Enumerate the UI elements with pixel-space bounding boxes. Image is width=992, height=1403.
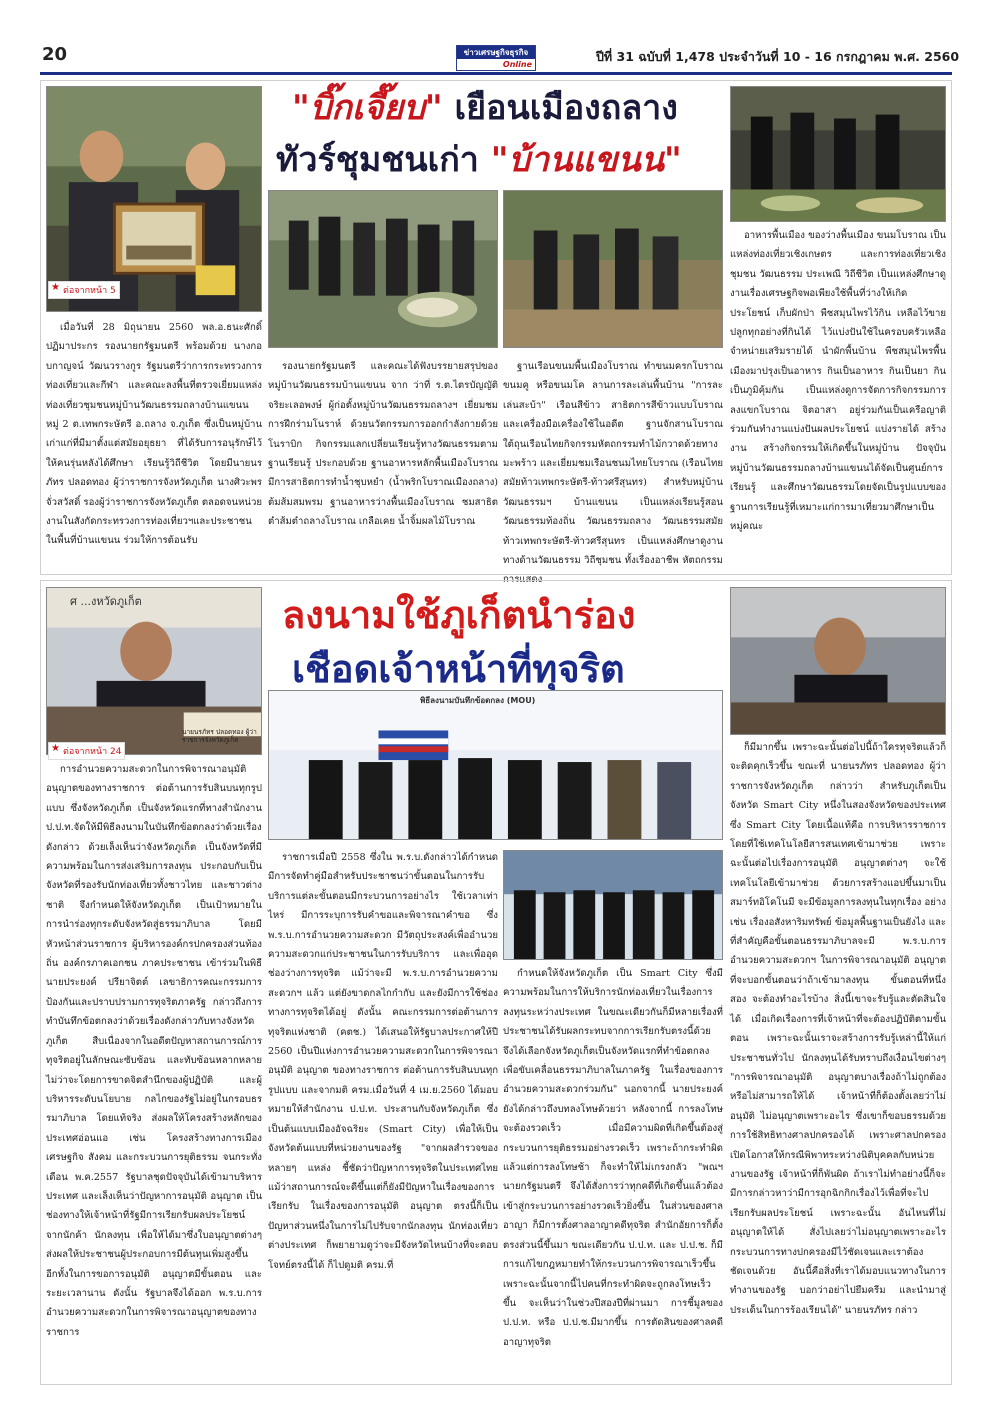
photo-market-visit	[730, 86, 946, 222]
star-icon: ★	[51, 282, 60, 293]
article2-column-2-text: ราชการเมื่อปี 2558 ซึ่งใน พ.ร.บ.ดังกล่าวได้กำหนดมีการจัดทำคู่มือสำหรับประชาชนว่าขั้นตอนในการรับบริการแต่ละขั้นตอนมีกระบวนการอย่างไร ใช้เวลาเท่าไหร่ มีการระบุการรับคำขอและพิจารณาคำขอ ซึ่ง พ.ร.บ.การอำนวยความสะดวก มีวัตถุประสงค์เพื่ออำนวยความสะดวกแก่ประชาชนในการรับบริการ และเพื่ออุดช่องว่างการทุจริต แม้ว่าจะมี พ.ร.บ.การอำนวยความสะดวกฯ แล้ว แต่ยังขาดกลไกกำกับ และยังมีการใช้ช่องทางการทุจริตได้อยู่ ดังนั้น คณะกรรมการต่อต้านการทุจริตแห่งชาติ (คตช.) ได้เสนอให้รัฐบาลประกาศให้ปี 2560 เป็นปีแห่งการอำนวยความสะดวกในการพิจารณาอนุมัติ อนุญาต ของทางราชการ ต่อต้านการรับสินบนทุกรูปแบบ และจากมติ ครม.เมื่อวันที่ 4 เม.ย.2560 ได้มอบหมายให้สำนักงาน ป.ป.ท. ประสานกับจังหวัดภูเก็ต ซึ่งเป็นต้นแบบเมืองอัจฉริยะ (Smart City) เพื่อให้เป็นจังหวัดต้นแบบที่หน่วยงานของรัฐ "จากผลสำรวจของหลายๆ แหล่ง ชี้ชัดว่าปัญหาการทุจริตในประเทศไทย แม้ว่าสถานการณ์จะดีขึ้นแต่ก็ยังมีปัญหาในเรื่องของการเรียกรับ ในเรื่องของการอนุมัติ อนุญาต ตรงนี้ก็เป็นปัญหาส่วนหนึ่งในการไม่ไปรับจากนักลงทุน นักท่องเที่ยวต่างประเทศ ก็พยายามดูว่าจะมีจังหวัดไหนบ้างที่จะตอบโจทย์ตรงนี้ได้ ก็ไปดูมติ ครม.ที่	[268, 852, 498, 1271]
newspaper-logo	[456, 45, 536, 71]
article2-column-4	[730, 738, 946, 1380]
logo-online: Online	[502, 60, 532, 69]
star-icon: ★	[51, 743, 60, 754]
photo-mou-signing	[268, 690, 723, 840]
article2-column-2	[268, 848, 498, 1380]
article1-column-4	[730, 226, 946, 569]
mou-banner-text: พิธีลงนามบันทึกข้อตกลง (MOU)	[420, 696, 536, 705]
photo-presentation	[46, 86, 262, 312]
article2-headline-line2: เชือดเจ้าหน้าที่ทุจริต	[292, 647, 625, 691]
article2-column-3-text: กำหนดให้จังหวัดภูเก็ต เป็น Smart City ซึ่งมีความพร้อมในการให้บริการนักท่องเที่ยวในเรื่องการลงทุนระหว่างประเทศ ในขณะเดียวกันก็มีหลายเรื่องที่ประชาชนได้รับผลกระทบจากการเรียกรับตรงนี้ด้วย จึงได้เลือกจังหวัดภูเก็ตเป็นจังหวัดแรกที่ทำข้อตกลงเพื่อขับเคลื่อนธรรมาภิบาลในภาครัฐ ในเรื่องของการอำนวยความสะดวกร่วมกัน" นอกจากนี้ นายประยงค์ ยังได้กล่าวถึงบทลงโทษด้วยว่า หลังจากนี้ การลงโทษจะต้องรวดเร็ว เมื่อมีความผิดที่เกิดขึ้นต้องสู่กระบวนการยุติธรรมอย่างรวดเร็ว เพราะถ้ากระทำผิดแล้วแต่การลงโทษช้า ก็จะทำให้ไม่เกรงกลัว "พณฯ นายกรัฐมนตรี จึงได้สั่งการว่าทุกคดีที่เกิดขึ้นแล้วต้องเข้าสู่กระบวนการอย่างรวดเร็วยิ่งขึ้น ในส่วนของศาลอาญา ก็มีการตั้งศาลอาญาคดีทุจริต สำนักอัยการก็ตั้งตรงส่วนนี้ขึ้นมา ขณะเดียวกัน ป.ป.ท. และ ป.ป.ช. ก็มีการแก้ไขกฎหมายทำให้กระบวนการพิจารณาเร็วขึ้น เพราะฉะนั้นจากนี้ไปคนที่กระทำผิดจะถูกลงโทษเร็วขึ้น จะเห็นว่าในช่วงปีสองปีที่ผ่านมา การชี้มูลของ ป.ป.ท. หรือ ป.ป.ช.มีมากขึ้น การตัดสินของศาลคดีอาญาทุจริต	[503, 968, 723, 1348]
article2-column-4-text: ก็มีมากขึ้น เพราะฉะนั้นต่อไปนี้ถ้าใครทุจริตแล้วก็จะติดคุกเร็วขึ้น ขณะที่ นายนรภัทร ปลอดทอง ผู้ว่าราชการจังหวัดภูเก็ต กล่าวว่า สำหรับภูเก็ตเป็นจังหวัด Smart City หนึ่งในสองจังหวัดของประเทศ ซึ่ง Smart City โดยเนื้อแท้คือ การบริหารราชการโดยที่ใช้เทคโนโลยีสารสนเทศเข้ามาช่วย เพราะฉะนั้นต่อไปเรื่องการอนุมัติ อนุญาตต่างๆ จะใช้เทคโนโลยีเข้ามาช่วย ด้วยการสร้างแอปขึ้นมาเป็นสมาร์ทอิโคโนมี จะมีข้อมูลการลงทุนในทุกเรื่อง อย่างเช่น เรื่องอสังหาริมทรัพย์ ข้อมูลพื้นฐานเป็นยังไง และที่สำคัญคือขั้นตอนธรรมาภิบาลจะมี พ.ร.บ.การอำนวยความสะดวกฯ ในการพิจารณาอนุมัติ อนุญาต ที่จะบอกขั้นตอนว่าถ้าเข้ามาลงทุน ขั้นตอนที่หนึ่ง สอง จะต้องทำอะไรบ้าง สิ่งนี้เขาจะรับรู้และตัดสินใจได้ เมื่อเกิดเรื่องการที่เจ้าหน้าที่จะต้องปฏิบัติตามขั้นตอน เพราะฉะนั้นเราจะสร้างการรับรู้เหล่านี้ให้แก่ประชาชนทั่วไป นักลงทุนได้รับทราบถึงเงื่อนไขต่างๆ "การพิจารณาอนุมัติ อนุญาตบางเรื่องถ้าไม่ถูกต้อง หรือไม่สามารถให้ได้ เจ้าหน้าที่ก็ต้องตั้งเลยว่าไม่อนุมัติ ไม่อนุญาตเพราะอะไร ซึ่งเขาก็ขอบธรรมด้วยการใช้สิทธิทางศาลปกครองได้ เพราะศาลปกครองเปิดโอกาสให้กรณีพิพาทระหว่างนิติบุคคลกับหน่วยงานของรัฐ เจ้าหน้าที่ก็พันผิด ถ้าเราไม่ทำอย่างนี้ก็จะมีการกล่าวหาว่ามีการอุกฉิกกิกเรื่องไว้เพื่อที่จะไปเรียกรับผลประโยชน์ เพราะฉะนั้น อันไหนที่ไม่อนุญาตให้ได้ สั่งไปเลยว่าไม่อนุญาตเพราะอะไร กระบวนการทางปกครองมีไว้ชัดเจนและเราต้องชัดเจนด้วย อันนี้คือสิ่งที่เราได้มอบแนวทางในการทำงานของรัฐ บอกว่าอย่าไปยึมครีม และนำมาสู่ประเด็นในการร้องเรียนได้" นายนรภัทร กล่าว	[730, 742, 946, 1316]
article1-column-1	[46, 318, 262, 568]
article1-column-3	[503, 357, 723, 586]
article1-column-2	[268, 357, 498, 569]
article1-column-3-text: ฐานเรือนขนมพื้นเมืองโบราณ ทำขนมครกโบราณ ขนมคู หรือขนมโค ลานการละเล่นพื้นบ้าน "การละเล่นสะบ้า" เรือนสีข้าว สาธิตการสีข้าวแบบโบราณ และเครื่องมือเครื่องใช้ในอดีต ฐานจักสานโบราณ ใต้ถุนเรือนไทยกิจกรรมหัตถกรรมทำไม้กวาดด้วยทางมะพร้าว และเยี่ยมชมเรือนชนมไทยโบราณ (เรือนไทยสมัยท้าวเทพกระษัตรี-ท้าวศรีสุนทร) สำหรับหมู่บ้านวัฒนธรรมฯ บ้านแขนน เป็นแหล่งเรียนรู้สอนวัฒนธรรมท้องถิ่น วัฒนธรรมถลาง วัฒนธรรมสมัยท้าวเทพกระษัตรี-ท้าวศรีสุนทร เป็นแหล่งศึกษาดูงานทางด้านวัฒนธรรม วิถีชุมชน ทั้งเรื่องอาชีพ หัตถกรรม การแสดง	[503, 361, 723, 586]
article1-column-1-text: เมื่อวันที่ 28 มิถุนายน 2560 พล.อ.ธนะศักดิ์ ปฏิมาประกร รองนายกรัฐมนตรี พร้อมด้วย นางกอบกาญจน์ วัฒนวรางกูร รัฐมนตรีว่าการกระทรวงการท่องเที่ยวและกีฬา และคณะลงพื้นที่ตรวจเยี่ยมแหล่งท่องเที่ยวชุมชนหมู่บ้านวัฒนธรรมถลางบ้านแขนน หมู่ 2 ต.เทพกระษัตรี อ.ถลาง จ.ภูเก็ต ซึ่งเป็นหมู่บ้านเก่าแก่ที่มีมาตั้งแต่สมัยอยุธยา ที่ได้รับการอนุรักษ์ไว้ให้คนรุ่นหลังได้ศึกษา เรียนรู้วิถีชีวิต โดยมีนายนรภัทร ปลอดทอง ผู้ว่าราชการจังหวัดภูเก็ต นางศิวะพร จั่วสวัสดิ์ รองผู้ว่าราชการจังหวัดภูเก็ต ตลอดจนหน่วยงานในสังกัดกระทรวงการท่องเที่ยวฯและประชาชนในพื้นที่บ้านแขนน ร่วมให้การต้อนรับ	[46, 322, 262, 547]
photo-secretary-general	[730, 587, 946, 735]
logo-title: ข่าวเศรษฐกิจธุรกิจ	[457, 46, 535, 59]
article2-column-1-text: การอำนวยความสะดวกในการพิจารณาอนุมัติ อนุญาตของทางราชการ ต่อต้านการรับสินบนทุกรูปแบบ ซึ่งจังหวัดภูเก็ต เป็นจังหวัดแรกที่ทางสำนักงาน ป.ป.ท.จัดให้มีพิธีลงนามในบันทึกข้อตกลงว่าด้วยเรื่องดังกล่าว ด้วยเล็งเห็นว่าจังหวัดภูเก็ต เป็นจังหวัดที่มีความพร้อมในการส่งเสริมการลงทุน ประกอบกับเป็นจังหวัดที่รองรับนักท่องเที่ยวทั้งชาวไทย และชาวต่างชาติ จึงกำหนดให้จังหวัดภูเก็ต เป็นเป้าหมายในการนำร่องทุกระดับจังหวัดสู่ธรรมาภิบาล โดยมีหัวหน้าส่วนราชการ ผู้บริหารองค์กรปกครองส่วนท้องถิ่น องค์กรภาคเอกชน ภาคประชาชน เข้าร่วมในพิธี นายประยงค์ ปรียาจิตต์ เลขาธิการคณะกรรมการป้องกันและปราบปรามการทุจริตภาครัฐ กล่าวถึงการทำบันทึกข้อตกลงว่าด้วยเรื่องดังกล่าวกับทางจังหวัดภูเก็ต สืบเนื่องจากในอดีตปัญหาสถานการณ์การทุจริตอยู่ในลักษณะซับซ้อน และทับซ้อนหลากหลาย ไม่ว่าจะโดยการขาดจิตสำนึกของผู้ปฏิบัติ และผู้บริหารระดับนโยบาย กลไกของรัฐไม่อยู่ในกรอบธรรมาภิบาล โดยแท้จริง ส่งผลให้โครงสร้างหลักของประเทศอ่อนแอ เช่น โครงสร้างทางการเมือง เศรษฐกิจ สังคม และกระบวนการยุติธรรม จนกระทั่งเดือน พ.ค.2557 รัฐบาลชุดปัจจุบันได้เข้ามาบริหารประเทศ และเล็งเห็นว่าปัญหาการอนุมัติ อนุญาต เป็นช่องทางให้เจ้าหน้าที่รัฐมีการเรียกรับผลประโยชน์จากนักค้า นักลงทุน เพื่อให้ได้มาซึ่งใบอนุญาตต่างๆ ส่งผลให้ประชาชนผู้ประกอบการมีต้นทุนเพิ่มสูงขึ้น อีกทั้งในการขอการอนุมัติ อนุญาตมีขั้นตอน และระยะเวลานาน ดังนั้น รัฐบาลจึงได้ออก พ.ร.บ.การอำนวยความสะดวกในการพิจารณาอนุญาตของทางราชการ	[46, 764, 262, 1338]
continued-label: ต่อจากหน้า 24	[63, 747, 122, 757]
banner-text: ศ ...งหวัดภูเก็ต	[70, 595, 142, 608]
article1-headline-line2	[276, 140, 682, 180]
photo-demonstration	[268, 190, 498, 348]
photo-left-caption: นายนรภัทร ปลอดทอง ผู้ว่าราชการจังหวัดภูเก็ต	[182, 728, 257, 744]
photo-cultural-activity	[503, 190, 723, 348]
continued-label: ต่อจากหน้า 5	[63, 286, 116, 296]
article2-column-3	[503, 964, 723, 1380]
continued-from-tag	[48, 742, 125, 760]
article2-headline-line1: ลงนามใช้ภูเก็ตนำร่อง	[282, 593, 636, 637]
issue-info: ปีที่ 31 ฉบับที่ 1,478 ประจำวันที่ 10 - 16 กรกฎาคม พ.ศ. 2560	[596, 49, 960, 64]
article1-column-4-text: อาหารพื้นเมือง ของว่างพื้นเมือง ขนมโบราณ เป็นแหล่งท่องเที่ยวเชิงเกษตร และการท่องเที่ยวเชิงชุมชน วัฒนธรรม ประเพณี วิถีชีวิต เป็นแหล่งศึกษาดูงานเรื่องเศรษฐกิจพอเพียงใช้พื้นที่ว่างให้เกิดประโยชน์ เก็บผักป่า พืชสมุนไพรไว้กิน เหลือไว้ขาย ปลูกทุกอย่างที่กินได้ ไว้แบ่งปันใช้ในครอบครัวเหลือจำหน่ายเสริมรายได้ นำผักพื้นบ้าน พืชสมุนไพรพื้นเมืองมาปรุงเป็นอาหาร กินเป็นอาหาร กินเป็นยา กินเป็นภูมิคุ้มกัน เป็นแหล่งดูการจัดการกิจกรรมการลงแขกโบราณ จิตอาสา อยู่ร่วมกันเป็นเครือญาติ ร่วมกันทำงานแบ่งปันผลประโยชน์ แบ่งรายได้ สร้างงาน สร้างกิจกรรมให้เกิดขึ้นในหมู่บ้าน ปัจจุบัน หมู่บ้านวัฒนธรรมถลางบ้านแขนนได้จัดเป็นศูนย์การเรียนรู้ และศึกษาวัฒนธรรมโดยจัดเป็นรูปแบบของฐานการเรียนรู้ที่เหมาะแก่การมาเที่ยวมาศึกษาเป็นหมู่คณะ	[730, 230, 946, 533]
headline2-red-part: "บ้านแขนน"	[490, 140, 682, 180]
page-number: 20	[42, 44, 68, 65]
headline1-red-part: "บิ๊กเจี๊ยบ"	[292, 88, 443, 128]
header-divider	[40, 72, 952, 75]
headline1-dark-part: เยือนเมืองถลาง	[454, 88, 678, 128]
article2-column-1	[46, 760, 262, 1380]
article1-column-2-text: รองนายกรัฐมนตรี และคณะได้ฟังบรรยายสรุปของหมู่บ้านวัฒนธรรมบ้านแขนน จาก ว่าที่ ร.ต.ไตรบัญญัติ จริยะเลอพงษ์ ผู้ก่อตั้งหมู่บ้านวัฒนธรรมถลางฯ เยี่ยมชมการฝึกร่ามโนราห์ ด้วยนวัตกรรมการออกกำลังกายด้วยโนราบิก กิจกรรมแลกเปลี่ยนเรียนรู้ทางวัฒนธรรมตามฐานเรียนรู้ ประกอบด้วย ฐานอาหารหลักพื้นเมืองโบราณ มีการสาธิตการทำน้ำชุบหยำ (น้ำพริกโบราณเมืองถลาง) ต้มส้มสมพรม ฐานอาหารว่างพื้นเมืองโบราณ ชมสาธิตตำส้มตำถลางโบราณ เกลือเคย น้ำจิ้มผลไม้โบราณ	[268, 361, 498, 528]
article1-headline-line1	[292, 88, 678, 128]
headline2-dark-part: ทัวร์ชุมชนเก่า	[276, 140, 479, 180]
photo-group	[503, 850, 723, 960]
continued-from-tag	[48, 281, 120, 299]
